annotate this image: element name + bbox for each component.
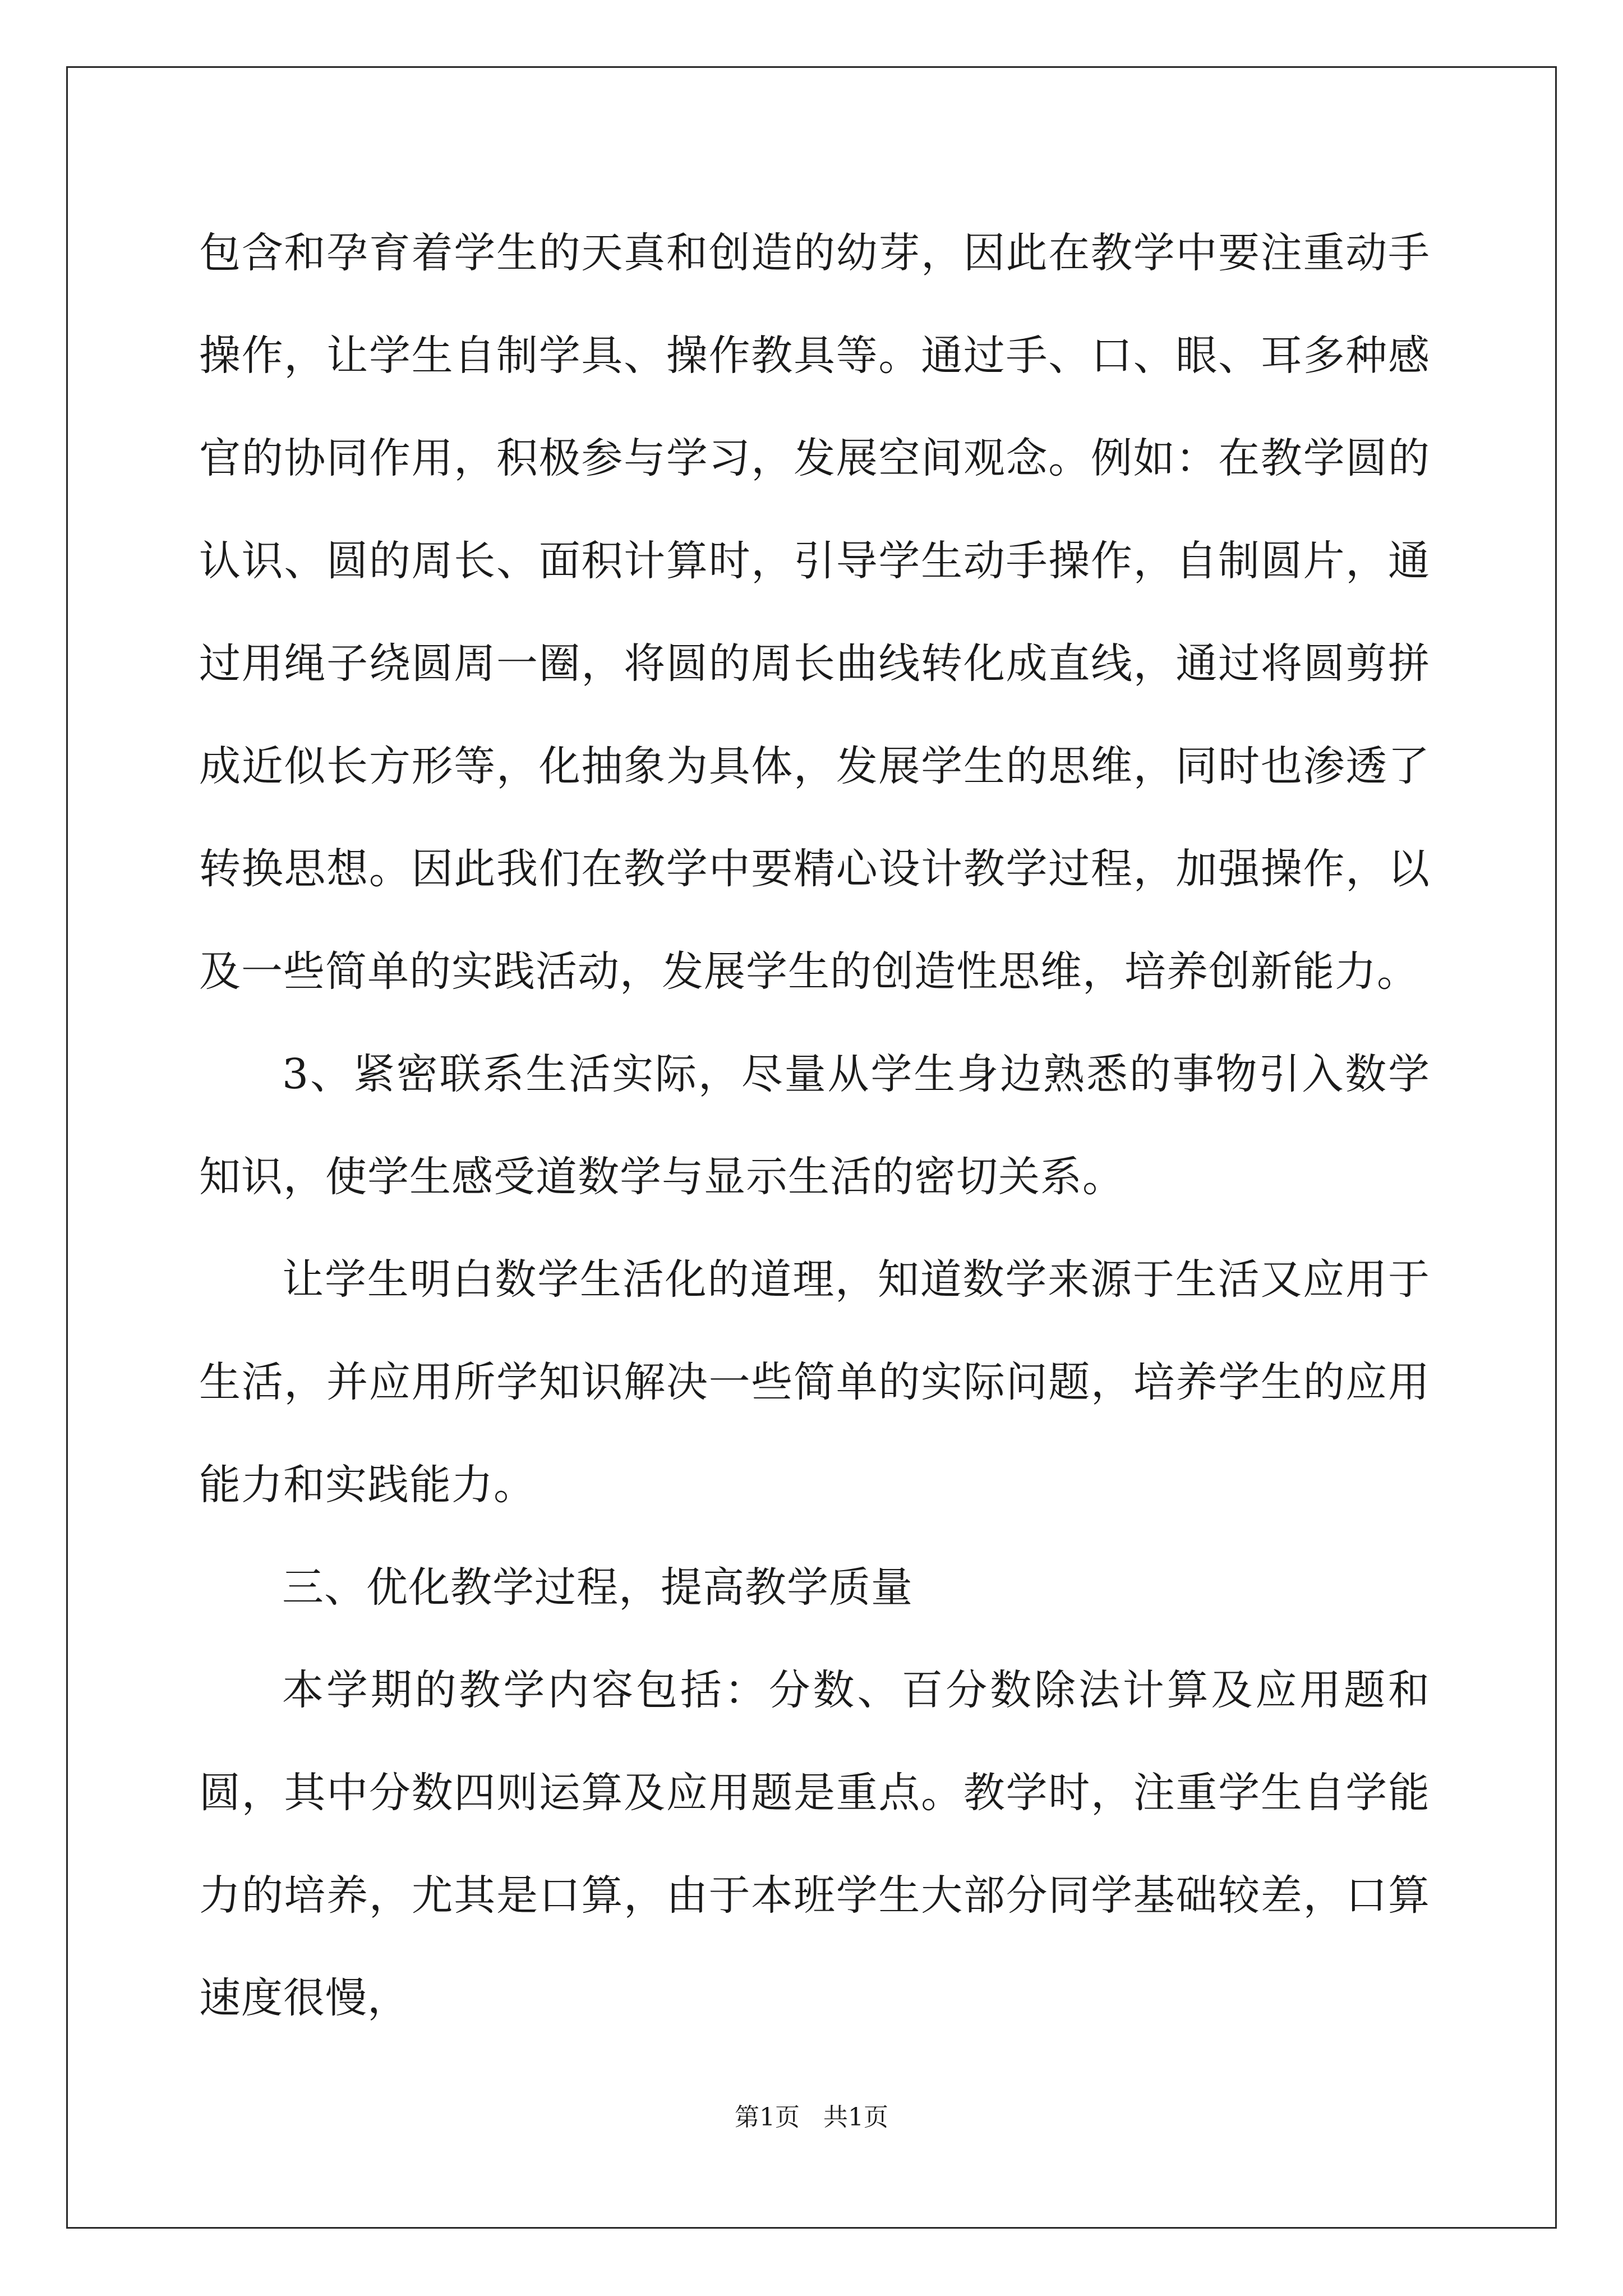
section-heading: 三、优化教学过程，提高教学质量 xyxy=(282,1563,913,1612)
paragraph-1: 包含和孕育着学生的天真和创造的幼芽，因此在教学中要注重动手操作，让学生自制学具、操作教具等。通过手、口、眼、耳多种感官的协同作用，积极参与学习，发展空间观念。例如：在教学圆的认识、圆的周长、面积计算时，引导学生动手操作，自制圆片，通过用绳子绕圆周一圈，将圆的周长曲线转化成直线，通过将圆剪拼成近似长方形等，化抽象为具体，发展学生的思维，同时也渗透了转换思想。因此我们在教学中要精心设计教学过程，加强操作，以及一些简单的实践活动，发展学生的创造性思维，培养创新能力。 xyxy=(199,229,1430,996)
paragraph-3: 让学生明白数学生活化的道理，知道数学来源于生活又应用于生活，并应用所学知识解决一些简单的实际问题，培养学生的应用能力和实践能力。 xyxy=(199,1255,1430,1509)
document-body xyxy=(199,202,1430,2050)
paragraph-5: 本学期的教学内容包括：分数、百分数除法计算及应用题和圆，其中分数四则运算及应用题是重点。教学时，注重学生自学能力的培养，尤其是口算，由于本班学生大部分同学基础较差，口算速度很慢， xyxy=(199,1666,1430,2022)
page-footer: 第1页 共1页 xyxy=(735,2103,888,2132)
paragraph-2: 3、紧密联系生活实际，尽量从学生身边熟悉的事物引入数学知识，使学生感受道数学与显示生活的密切关系。 xyxy=(199,1050,1430,1201)
